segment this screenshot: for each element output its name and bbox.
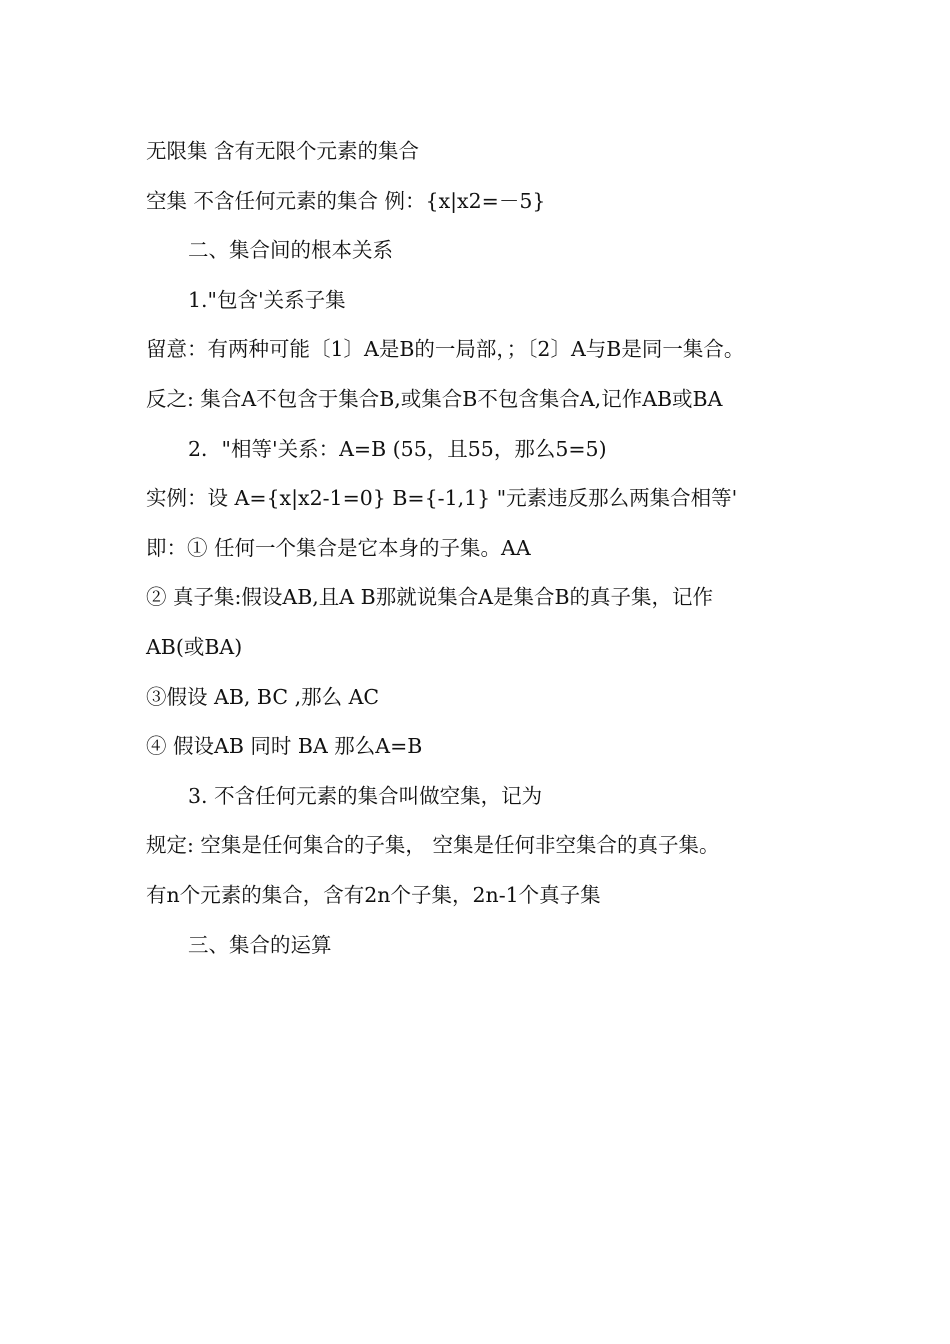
text-line-subset-count: 有n个元素的集合，含有2n个子集，2n-1个真子集 (146, 882, 601, 907)
text-line-point-1: 即：① 任何一个集合是它本身的子集。AA (146, 535, 531, 560)
text-line-infinite-set: 无限集 含有无限个元素的集合 (146, 139, 420, 163)
text-line-note: 留意：有两种可能〔1〕A是B的一局部，；〔2〕A与B是同一集合。 (146, 337, 745, 362)
subheading-empty-set: 3. 不含任何元素的集合叫做空集，记为 (188, 783, 543, 808)
text-line-rule: 规定: 空集是任何集合的子集， 空集是任何非空集合的真子集。 (146, 833, 720, 858)
text-line-empty-set: 空集 不含任何元素的集合 例：{x|x2=－5} (146, 188, 546, 213)
text-line-converse: 反之: 集合A不包含于集合B,或集合B不包含集合A,记作AB或BA (146, 386, 723, 411)
subheading-subset: 1."包含'关系子集 (188, 287, 346, 312)
section-heading-operations: 三、集合的运算 (188, 932, 332, 957)
text-line-point-2-cont: AB(或BA) (146, 634, 243, 659)
text-line-example: 实例：设 A={x|x2-1=0} B={-1,1} "元素违反那么两集合相等' (146, 486, 738, 511)
text-line-point-4: ④ 假设AB 同时 BA 那么A=B (146, 734, 423, 759)
section-heading-relations: 二、集合间的根本关系 (188, 238, 393, 263)
document-body (146, 133, 836, 976)
text-line-point-2: ② 真子集:假设AB,且A B那就说集合A是集合B的真子集，记作 (146, 585, 714, 610)
subheading-equality: 2．"相等'关系：A=B (55，且55，那么5=5) (188, 436, 607, 461)
text-line-point-3: ③假设 AB, BC ,那么 AC (146, 684, 380, 709)
